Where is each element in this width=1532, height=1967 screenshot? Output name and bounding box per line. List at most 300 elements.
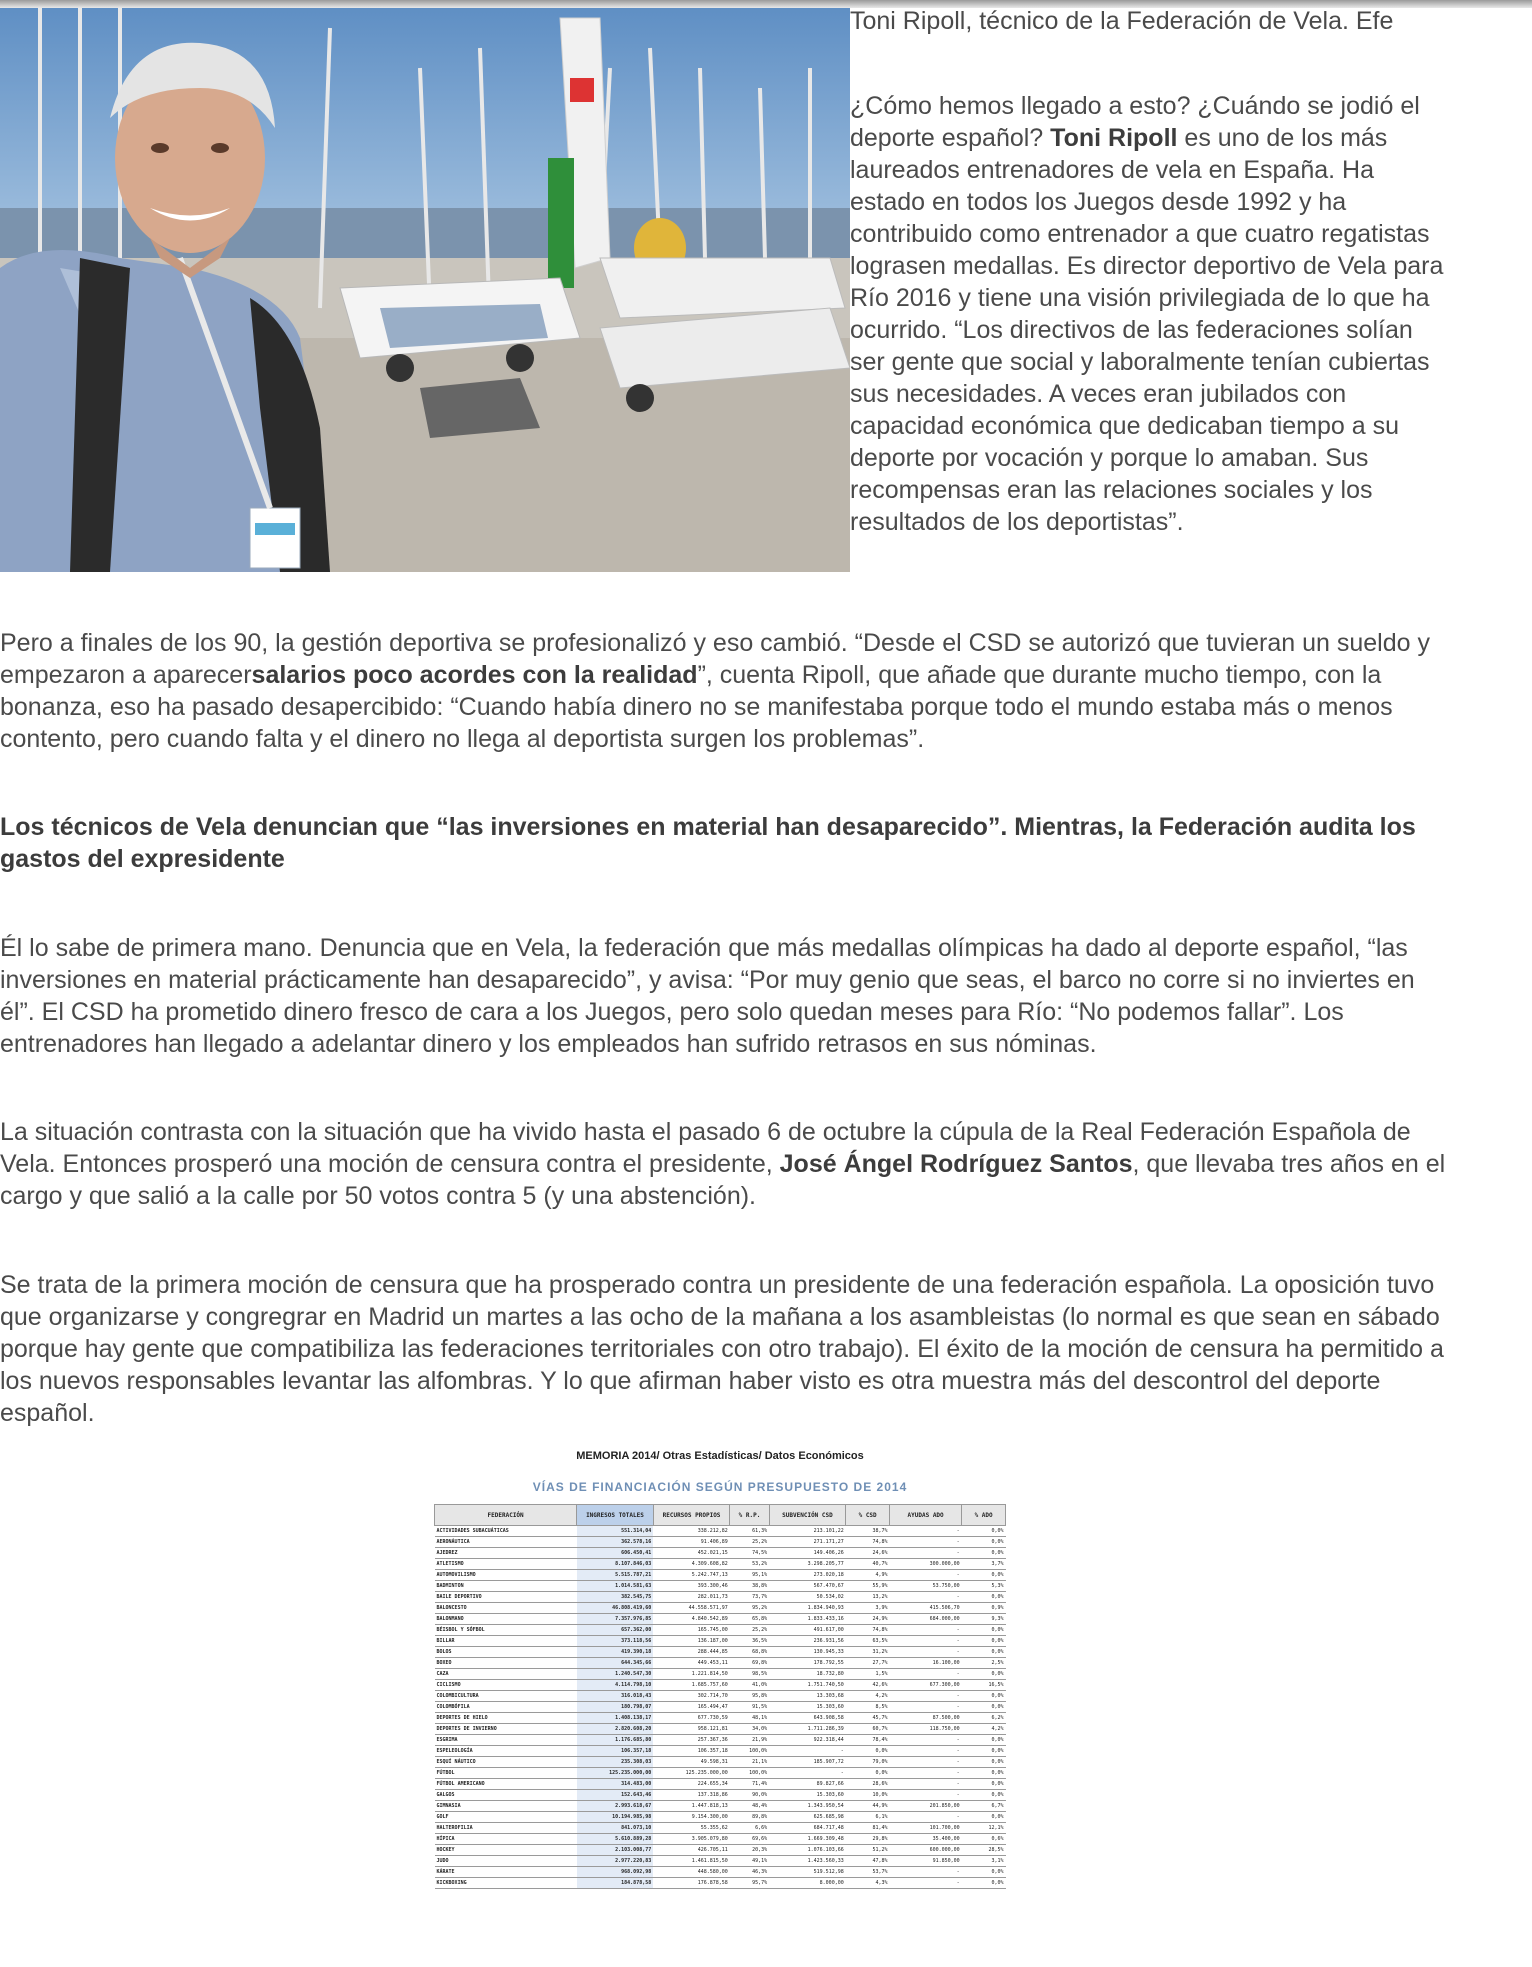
table-cell: 1.461.815,50 <box>653 1856 730 1867</box>
table-row <box>435 1636 1006 1647</box>
table-cell: 53,7% <box>846 1867 890 1878</box>
table-cell: 87.500,00 <box>890 1713 962 1724</box>
table-cell: 9.154.300,00 <box>653 1812 730 1823</box>
table-cell: 0,0% <box>962 1636 1006 1647</box>
table-cell: 91,5% <box>730 1702 769 1713</box>
federation-cell: GIMNASIA <box>435 1801 577 1812</box>
table-cell: 49,1% <box>730 1856 769 1867</box>
table-row <box>435 1768 1006 1779</box>
table-cell: 63,5% <box>846 1636 890 1647</box>
table-cell: 69,6% <box>730 1834 769 1845</box>
table-cell: 16.100,00 <box>890 1658 962 1669</box>
table-cell: - <box>769 1768 846 1779</box>
table-row <box>435 1592 1006 1603</box>
table-cell: 89,8% <box>730 1812 769 1823</box>
table-cell: 101.700,00 <box>890 1823 962 1834</box>
table-cell: 46,3% <box>730 1867 769 1878</box>
table-cell: 0,0% <box>962 1757 1006 1768</box>
table-cell: 302.714,70 <box>653 1691 730 1702</box>
table-row <box>435 1823 1006 1834</box>
table-cell: 362.578,16 <box>577 1537 654 1548</box>
table-cell: 491.617,00 <box>769 1625 846 1636</box>
table-cell: 81,4% <box>846 1823 890 1834</box>
table-cell: 4.840.542,89 <box>653 1614 730 1625</box>
table-cell: 0,0% <box>962 1570 1006 1581</box>
table-cell: 21,9% <box>730 1735 769 1746</box>
table-cell: 551.314,04 <box>577 1526 654 1537</box>
table-cell: 922.318,44 <box>769 1735 846 1746</box>
table-cell: - <box>890 1592 962 1603</box>
table-cell: 79,0% <box>846 1757 890 1768</box>
table-cell: 125.235.000,00 <box>577 1768 654 1779</box>
table-cell: - <box>890 1812 962 1823</box>
table-cell: 51,2% <box>846 1845 890 1856</box>
table-cell: - <box>890 1625 962 1636</box>
table-cell: 288.444,85 <box>653 1647 730 1658</box>
paragraph-3: La situación contrasta con la situación que ha vivido hasta el pasado 6 de octubre la cúpula de la Real Federación Española de Vela. Entonces prosperó una moción de censura contra el presidente, José Ángel Rodríguez Santos, que llevaba tres años en el cargo y que salió a la calle por 50 votos contra 5 (y una abstención). <box>0 1118 1446 1210</box>
table-cell: 2.977.220,83 <box>577 1856 654 1867</box>
table-cell: 419.390,18 <box>577 1647 654 1658</box>
financing-table <box>434 1504 1006 1889</box>
table-cell: 257.367,36 <box>653 1735 730 1746</box>
table-row <box>435 1779 1006 1790</box>
table-header-cell: AYUDAS ADO <box>890 1505 962 1526</box>
table-row <box>435 1537 1006 1548</box>
federation-cell: BÉISBOL Y SÓFBOL <box>435 1625 577 1636</box>
table-row <box>435 1812 1006 1823</box>
table-cell: 25,2% <box>730 1625 769 1636</box>
table-cell: 677.730,59 <box>653 1713 730 1724</box>
table-cell: 3,9% <box>846 1603 890 1614</box>
table-cell: 625.685,98 <box>769 1812 846 1823</box>
federation-cell: BADMINTON <box>435 1581 577 1592</box>
table-cell: 74,5% <box>730 1548 769 1559</box>
table-header-cell: % ADO <box>962 1505 1006 1526</box>
table-cell: 0,0% <box>962 1867 1006 1878</box>
table-cell: 684.717,48 <box>769 1823 846 1834</box>
table-cell: 567.470,67 <box>769 1581 846 1592</box>
table-cell: 448.580,00 <box>653 1867 730 1878</box>
intro-paragraph: ¿Cómo hemos llegado a esto? ¿Cuándo se jodió el deporte español? Toni Ripoll es uno de los más laureados entrenadores de vela en España. Ha estado en todos los Juegos desde 1992 y ha contribuido como entrenador a que cuatro regatistas lograsen medallas. Es director deportivo de Vela para Río 2016 y tiene una visión privilegiada de lo que ha ocurrido. “Los directivos de las federaciones solían ser gente que social y laboralmente tenían cubiertas sus necesidades. A veces eran jubilados con capacidad económica que dedicaban tiempo a su deporte por vocación y porque lo amaban. Sus recompensas eran las relaciones sociales y los resultados de los deportistas”. <box>850 92 1444 536</box>
table-cell: 4,2% <box>962 1724 1006 1735</box>
table-cell: 10,0% <box>846 1790 890 1801</box>
table-cell: - <box>890 1790 962 1801</box>
table-cell: 3,1% <box>962 1856 1006 1867</box>
table-cell: 1.343.950,54 <box>769 1801 846 1812</box>
table-cell: 1.240.547,30 <box>577 1669 654 1680</box>
federation-cell: DEPORTES DE INVIERNO <box>435 1724 577 1735</box>
table-cell: 42,6% <box>846 1680 890 1691</box>
table-cell: 176.878,58 <box>653 1878 730 1889</box>
table-cell: 0,0% <box>846 1768 890 1779</box>
table-cell: - <box>890 1746 962 1757</box>
table-cell: 53.750,00 <box>890 1581 962 1592</box>
table-row <box>435 1867 1006 1878</box>
table-cell: 44,9% <box>846 1801 890 1812</box>
table-figure-title: MEMORIA 2014/ Otras Estadísticas/ Datos Económicos <box>576 1450 864 1462</box>
table-cell: 95,8% <box>730 1691 769 1702</box>
table-cell: 201.850,00 <box>890 1801 962 1812</box>
table-cell: 271.171,27 <box>769 1537 846 1548</box>
table-cell: 73,7% <box>730 1592 769 1603</box>
table-cell: 50.534,02 <box>769 1592 846 1603</box>
table-cell: 24,9% <box>846 1614 890 1625</box>
table-cell: 0,0% <box>962 1735 1006 1746</box>
federation-cell: GOLF <box>435 1812 577 1823</box>
table-row <box>435 1680 1006 1691</box>
table-cell: 224.655,34 <box>653 1779 730 1790</box>
table-cell: 95,1% <box>730 1570 769 1581</box>
paragraph-4: Se trata de la primera moción de censura que ha prosperado contra un presidente de una federación española. La oposición tuvo que organizarse y congregrar en Madrid un martes a las ocho de la mañana a los asambleistas (lo normal es que sean en sábado porque hay gente que compatibiliza las federaciones territoriales con otro trabajo). El éxito de la moción de censura ha permitido a los nuevos responsables levantar las alfombras. Y lo que afirman haber visto es otra muestra más del descontrol del deporte español. <box>0 1271 1444 1427</box>
federation-cell: COLOMBICULTURA <box>435 1691 577 1702</box>
table-cell: 149.406,26 <box>769 1548 846 1559</box>
table-cell: 48,4% <box>730 1801 769 1812</box>
federation-cell: AJEDREZ <box>435 1548 577 1559</box>
table-cell: 100,0% <box>730 1768 769 1779</box>
table-row <box>435 1570 1006 1581</box>
table-cell: 47,8% <box>846 1856 890 1867</box>
table-cell: 235.308,03 <box>577 1757 654 1768</box>
federation-cell: CICLISMO <box>435 1680 577 1691</box>
section-heading: Los técnicos de Vela denuncian que “las inversiones en material han desaparecido”. Mientras, la Federación audita los gastos del expresidente <box>0 813 1416 873</box>
article-photo <box>0 8 850 572</box>
table-cell: - <box>890 1548 962 1559</box>
table-cell: 6,1% <box>846 1812 890 1823</box>
table-cell: 213.101,22 <box>769 1526 846 1537</box>
table-cell: 677.300,00 <box>890 1680 962 1691</box>
table-cell: 106.357,18 <box>653 1746 730 1757</box>
table-cell: 393.300,46 <box>653 1581 730 1592</box>
table-cell: 0,0% <box>962 1768 1006 1779</box>
table-cell: 98,5% <box>730 1669 769 1680</box>
table-row <box>435 1581 1006 1592</box>
table-cell: 3.298.205,77 <box>769 1559 846 1570</box>
federation-cell: KÁRATE <box>435 1867 577 1878</box>
table-cell: 38,7% <box>846 1526 890 1537</box>
person-name: José Ángel Rodríguez Santos <box>779 1150 1133 1178</box>
table-cell: - <box>890 1570 962 1581</box>
table-cell: 35.400,00 <box>890 1834 962 1845</box>
federation-cell: HALTEROFILIA <box>435 1823 577 1834</box>
federation-cell: ESPELEOLOGÍA <box>435 1746 577 1757</box>
table-cell: 27,7% <box>846 1658 890 1669</box>
table-row <box>435 1746 1006 1757</box>
table-row <box>435 1625 1006 1636</box>
table-cell: 2.820.608,20 <box>577 1724 654 1735</box>
table-row <box>435 1526 1006 1537</box>
table-cell: 45,7% <box>846 1713 890 1724</box>
photo-caption: Toni Ripoll, técnico de la Federación de Vela. Efe <box>850 7 1394 35</box>
table-cell: 4,2% <box>846 1691 890 1702</box>
table-cell: 185.907,72 <box>769 1757 846 1768</box>
table-cell: - <box>890 1878 962 1889</box>
table-cell: 137.318,86 <box>653 1790 730 1801</box>
table-cell: 180.798,07 <box>577 1702 654 1713</box>
financing-table-image <box>370 1444 1070 1967</box>
table-cell: 28,5% <box>962 1845 1006 1856</box>
table-cell: 236.931,56 <box>769 1636 846 1647</box>
table-header-cell: FEDERACIÓN <box>435 1505 577 1526</box>
table-cell: 165.494,47 <box>653 1702 730 1713</box>
table-cell: - <box>890 1669 962 1680</box>
table-cell: 0,0% <box>962 1779 1006 1790</box>
table-cell: 5.515.787,21 <box>577 1570 654 1581</box>
table-cell: 10.194.985,98 <box>577 1812 654 1823</box>
table-cell: - <box>890 1702 962 1713</box>
table-cell: 643.908,58 <box>769 1713 846 1724</box>
person-name: Toni Ripoll <box>1050 124 1178 152</box>
table-cell: - <box>890 1735 962 1746</box>
table-cell: 684.000,00 <box>890 1614 962 1625</box>
table-cell: - <box>890 1779 962 1790</box>
table-cell: 1.221.814,50 <box>653 1669 730 1680</box>
federation-cell: ATLETISMO <box>435 1559 577 1570</box>
table-cell: 338.212,82 <box>653 1526 730 1537</box>
table-cell: 1.834.940,93 <box>769 1603 846 1614</box>
table-cell: 6,7% <box>962 1801 1006 1812</box>
table-cell: 136.187,00 <box>653 1636 730 1647</box>
table-row <box>435 1559 1006 1570</box>
table-cell: 1.076.103,66 <box>769 1845 846 1856</box>
table-cell: 382.545,75 <box>577 1592 654 1603</box>
federation-cell: FÚTBOL <box>435 1768 577 1779</box>
federation-cell: ESGRIMA <box>435 1735 577 1746</box>
table-cell: 5.242.747,13 <box>653 1570 730 1581</box>
table-cell: 184.878,58 <box>577 1878 654 1889</box>
federation-cell: FÚTBOL AMERICANO <box>435 1779 577 1790</box>
federation-cell: HOCKEY <box>435 1845 577 1856</box>
table-cell: 0,0% <box>962 1537 1006 1548</box>
table-cell: 15.303,60 <box>769 1702 846 1713</box>
table-cell: 68,8% <box>730 1647 769 1658</box>
table-row <box>435 1669 1006 1680</box>
table-cell: - <box>890 1526 962 1537</box>
table-cell: 0,0% <box>962 1592 1006 1603</box>
table-cell: 48,1% <box>730 1713 769 1724</box>
table-cell: 4.309.608,82 <box>653 1559 730 1570</box>
table-header-cell: % R.P. <box>730 1505 769 1526</box>
table-row <box>435 1834 1006 1845</box>
table-cell: 106.357,18 <box>577 1746 654 1757</box>
table-row <box>435 1548 1006 1559</box>
table-cell: 0,0% <box>962 1625 1006 1636</box>
federation-cell: JUDO <box>435 1856 577 1867</box>
federation-cell: KICKBOXING <box>435 1878 577 1889</box>
table-cell: - <box>769 1746 846 1757</box>
table-cell: 118.750,00 <box>890 1724 962 1735</box>
table-cell: 15.303,60 <box>769 1790 846 1801</box>
table-cell: 178.792,55 <box>769 1658 846 1669</box>
federation-cell: GALGOS <box>435 1790 577 1801</box>
federation-cell: DEPORTES DE HIELO <box>435 1713 577 1724</box>
table-cell: 0,0% <box>962 1878 1006 1889</box>
table-cell: 1.833.433,16 <box>769 1614 846 1625</box>
table-row <box>435 1614 1006 1625</box>
table-cell: 34,0% <box>730 1724 769 1735</box>
table-cell: 125.235.000,00 <box>653 1768 730 1779</box>
table-row <box>435 1801 1006 1812</box>
table-row <box>435 1724 1006 1735</box>
table-cell: 130.945,33 <box>769 1647 846 1658</box>
table-cell: 21,1% <box>730 1757 769 1768</box>
table-cell: 5,3% <box>962 1581 1006 1592</box>
table-cell: 6,2% <box>962 1713 1006 1724</box>
table-cell: 90,0% <box>730 1790 769 1801</box>
table-cell: 36,5% <box>730 1636 769 1647</box>
table-cell: 74,8% <box>846 1625 890 1636</box>
table-cell: 78,4% <box>846 1735 890 1746</box>
table-row <box>435 1691 1006 1702</box>
table-cell: 6,6% <box>730 1823 769 1834</box>
table-cell: 0,0% <box>962 1812 1006 1823</box>
table-cell: 13.303,68 <box>769 1691 846 1702</box>
table-cell: 1.447.818,13 <box>653 1801 730 1812</box>
table-figure-subtitle: VÍAS DE FINANCIACIÓN SEGÚN PRESUPUESTO DE 2014 <box>532 1480 908 1494</box>
table-cell: 24,6% <box>846 1548 890 1559</box>
table-cell: 8,5% <box>846 1702 890 1713</box>
table-cell: - <box>890 1691 962 1702</box>
table-cell: 0,0% <box>962 1691 1006 1702</box>
table-cell: 0,0% <box>962 1702 1006 1713</box>
table-row <box>435 1735 1006 1746</box>
table-cell: 65,8% <box>730 1614 769 1625</box>
table-cell: 0,0% <box>846 1746 890 1757</box>
table-row <box>435 1647 1006 1658</box>
table-cell: 4,9% <box>846 1570 890 1581</box>
table-cell: 2.103.008,77 <box>577 1845 654 1856</box>
table-cell: 61,3% <box>730 1526 769 1537</box>
table-cell: 91.406,89 <box>653 1537 730 1548</box>
federation-cell: BALONMANO <box>435 1614 577 1625</box>
table-cell: 519.512,98 <box>769 1867 846 1878</box>
table-cell: 1.423.560,33 <box>769 1856 846 1867</box>
table-cell: 449.453,11 <box>653 1658 730 1669</box>
table-cell: 165.745,00 <box>653 1625 730 1636</box>
table-cell: 95,7% <box>730 1878 769 1889</box>
table-cell: 49.598,31 <box>653 1757 730 1768</box>
table-cell: 152.643,46 <box>577 1790 654 1801</box>
table-cell: 16,5% <box>962 1680 1006 1691</box>
table-cell: 53,2% <box>730 1559 769 1570</box>
table-cell: 1.176.685,80 <box>577 1735 654 1746</box>
federation-cell: BALONCESTO <box>435 1603 577 1614</box>
table-cell: 0,0% <box>962 1669 1006 1680</box>
table-row <box>435 1856 1006 1867</box>
paragraph-1: Pero a finales de los 90, la gestión deportiva se profesionalizó y eso cambió. “Desde el CSD se autorizó que tuvieran un sueldo y empezaron a aparecersalarios poco acordes con la realidad”, cuenta Ripoll, que añade que durante mucho tiempo, con la bonanza, eso ha pasado desapercibido: “Cuando había dinero no se manifestaba porque todo el mundo estaba más o menos contento, pero cuando falta y el dinero no llega al deportista surgen los problemas”. <box>0 629 1430 753</box>
table-cell: 60,7% <box>846 1724 890 1735</box>
table-cell: 91.850,00 <box>890 1856 962 1867</box>
table-cell: 300.000,00 <box>890 1559 962 1570</box>
table-row <box>435 1790 1006 1801</box>
table-cell: 8.107.846,03 <box>577 1559 654 1570</box>
table-cell: 282.011,73 <box>653 1592 730 1603</box>
table-cell: 89.827,66 <box>769 1779 846 1790</box>
table-cell: 1.408.138,17 <box>577 1713 654 1724</box>
federation-cell: AUTOMOVILISMO <box>435 1570 577 1581</box>
table-cell: - <box>890 1768 962 1779</box>
table-row <box>435 1878 1006 1889</box>
table-cell: 0,6% <box>962 1834 1006 1845</box>
table-header-cell: % CSD <box>846 1505 890 1526</box>
table-cell: 20,3% <box>730 1845 769 1856</box>
table-cell: 3.905.079,80 <box>653 1834 730 1845</box>
table-cell: 8.000,00 <box>769 1878 846 1889</box>
table-cell: 606.450,41 <box>577 1548 654 1559</box>
table-cell: 958.121,81 <box>653 1724 730 1735</box>
table-cell: 41,0% <box>730 1680 769 1691</box>
table-cell: 452.021,15 <box>653 1548 730 1559</box>
federation-cell: BOXEO <box>435 1658 577 1669</box>
table-header-cell: INGRESOS TOTALES <box>577 1505 654 1526</box>
table-cell: 1,5% <box>846 1669 890 1680</box>
federation-cell: ESQUÍ NÁUTICO <box>435 1757 577 1768</box>
federation-cell: ACTIVIDADES SUBACUÁTICAS <box>435 1526 577 1537</box>
table-cell: 38,8% <box>730 1581 769 1592</box>
table-cell: 69,8% <box>730 1658 769 1669</box>
federation-cell: BILLAR <box>435 1636 577 1647</box>
table-cell: 841.073,10 <box>577 1823 654 1834</box>
federation-cell: BOLOS <box>435 1647 577 1658</box>
table-cell: 9,3% <box>962 1614 1006 1625</box>
table-cell: 7.357.976,85 <box>577 1614 654 1625</box>
table-cell: 373.118,56 <box>577 1636 654 1647</box>
table-cell: 2.993.618,67 <box>577 1801 654 1812</box>
table-cell: 644.345,66 <box>577 1658 654 1669</box>
table-cell: 1.669.309,48 <box>769 1834 846 1845</box>
table-cell: - <box>890 1757 962 1768</box>
table-cell: 314.483,00 <box>577 1779 654 1790</box>
table-row <box>435 1603 1006 1614</box>
table-cell: 13,2% <box>846 1592 890 1603</box>
table-cell: 0,0% <box>962 1790 1006 1801</box>
table-cell: 600.000,00 <box>890 1845 962 1856</box>
table-cell: 31,2% <box>846 1647 890 1658</box>
federation-cell: BAILE DEPORTIVO <box>435 1592 577 1603</box>
table-cell: 28,6% <box>846 1779 890 1790</box>
table-row <box>435 1702 1006 1713</box>
table-cell: 100,0% <box>730 1746 769 1757</box>
table-row <box>435 1845 1006 1856</box>
table-cell: 55.355,62 <box>653 1823 730 1834</box>
table-cell: 0,9% <box>962 1603 1006 1614</box>
table-cell: 55,9% <box>846 1581 890 1592</box>
table-cell: 74,8% <box>846 1537 890 1548</box>
table-header-cell: SUBVENCIÓN CSD <box>769 1505 846 1526</box>
table-cell: 1.014.581,63 <box>577 1581 654 1592</box>
table-cell: 4.114.798,10 <box>577 1680 654 1691</box>
table-cell: - <box>890 1647 962 1658</box>
table-cell: 415.506,70 <box>890 1603 962 1614</box>
table-cell: 46.808.419,60 <box>577 1603 654 1614</box>
table-row <box>435 1713 1006 1724</box>
table-cell: 316.018,43 <box>577 1691 654 1702</box>
table-cell: 426.705,11 <box>653 1845 730 1856</box>
table-cell: - <box>890 1537 962 1548</box>
highlight-text: salarios poco acordes con la realidad <box>251 661 698 689</box>
table-cell: 71,4% <box>730 1779 769 1790</box>
federation-cell: CAZA <box>435 1669 577 1680</box>
table-cell: 3,7% <box>962 1559 1006 1570</box>
table-header-cell: RECURSOS PROPIOS <box>653 1505 730 1526</box>
table-cell: 18.732,80 <box>769 1669 846 1680</box>
table-cell: 12,1% <box>962 1823 1006 1834</box>
table-cell: 44.558.571,97 <box>653 1603 730 1614</box>
federation-cell: HÍPICA <box>435 1834 577 1845</box>
table-cell: 40,7% <box>846 1559 890 1570</box>
table-cell: 0,0% <box>962 1746 1006 1757</box>
table-cell: 29,8% <box>846 1834 890 1845</box>
table-cell: 0,0% <box>962 1647 1006 1658</box>
